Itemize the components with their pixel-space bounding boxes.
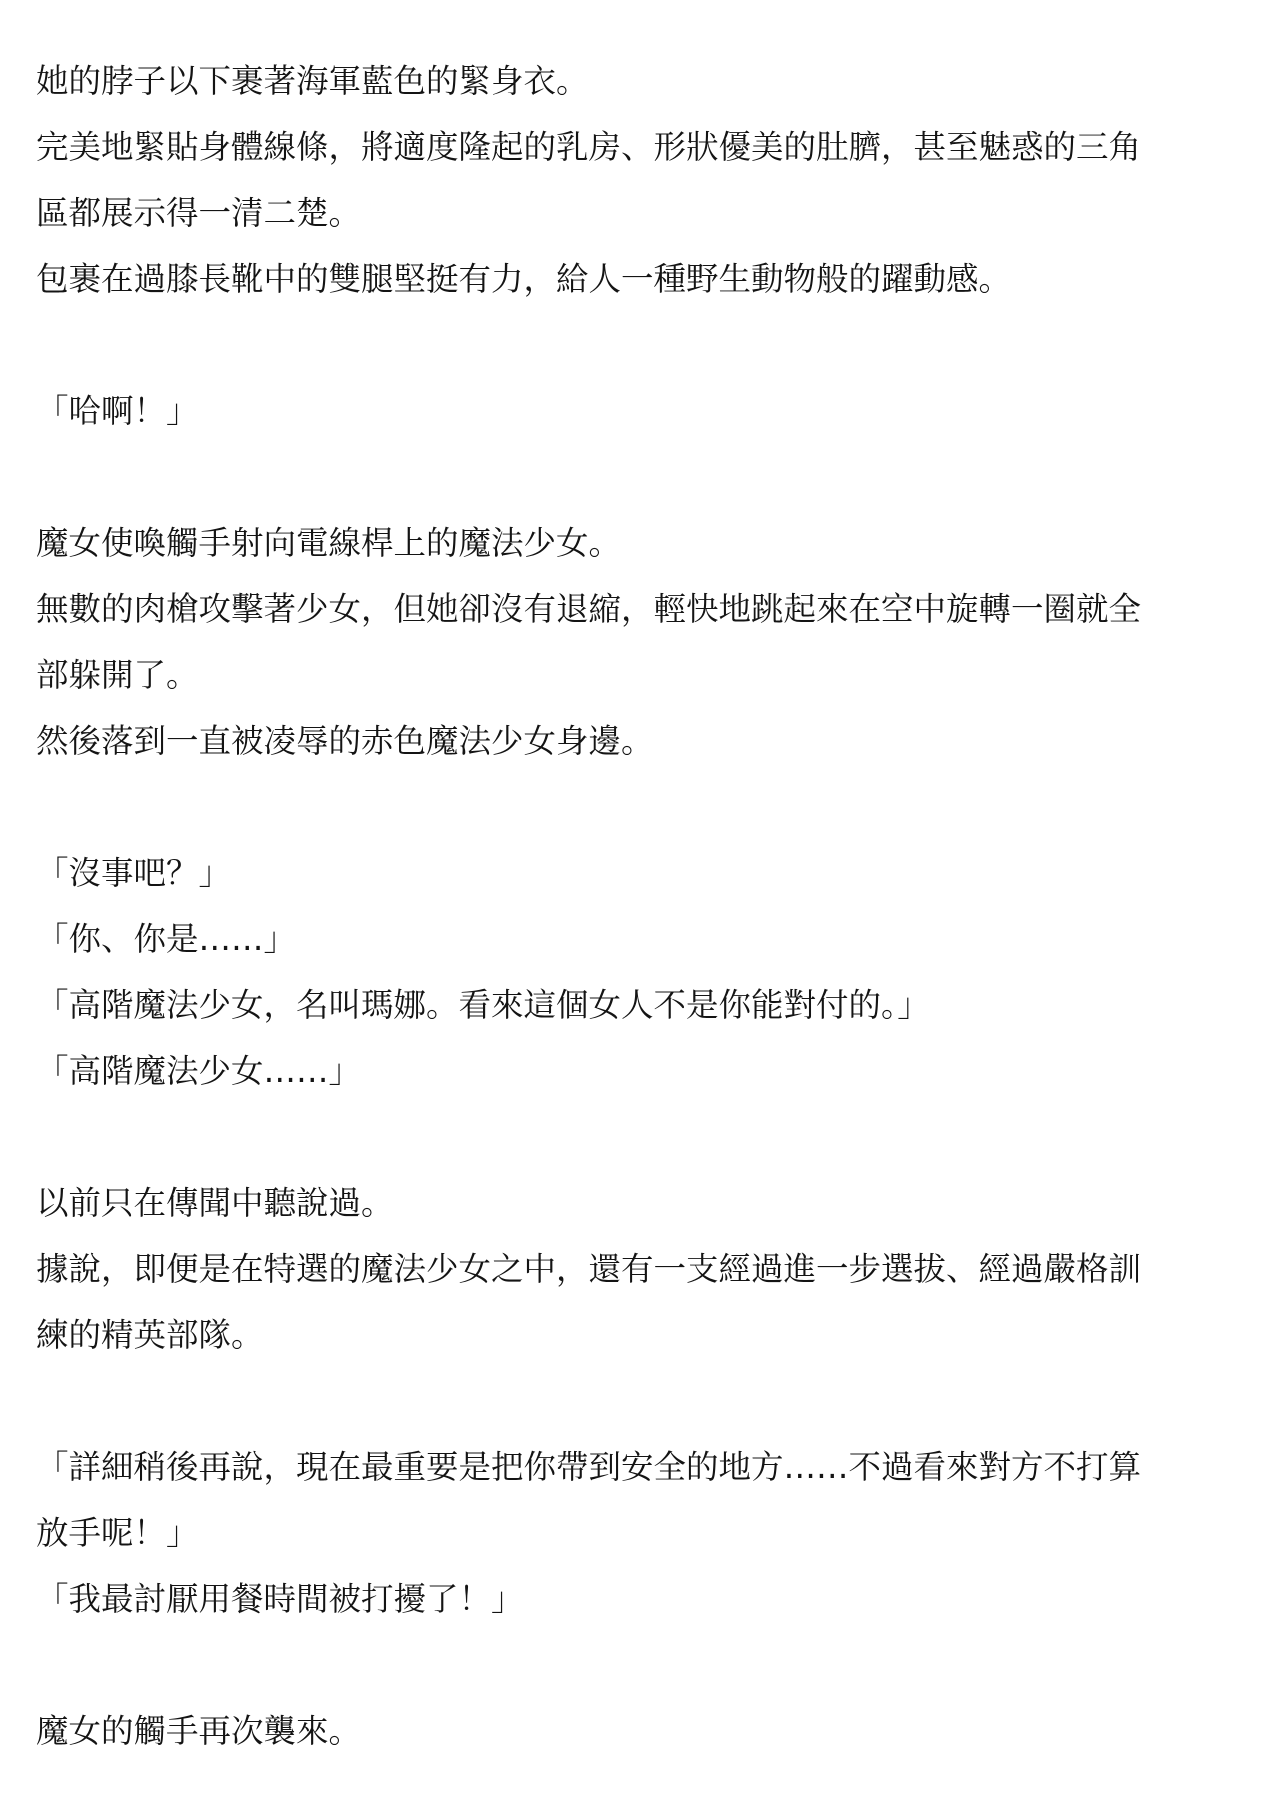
text-line: 以前只在傳聞中聽說過。 (36, 1184, 394, 1222)
text-line: 區都展示得一清二楚。 (36, 194, 362, 232)
dialogue-line: 放手呢！」 (36, 1514, 199, 1552)
text-line: 她的脖子以下裹著海軍藍色的緊身衣。 (36, 62, 589, 100)
blank-line (36, 774, 1246, 840)
blank-line (36, 1104, 1246, 1170)
text-line: 然後落到一直被凌辱的赤色魔法少女身邊。 (36, 722, 654, 760)
blank-line (36, 444, 1246, 510)
text-line: 練的精英部隊。 (36, 1316, 264, 1354)
blank-line (36, 1632, 1246, 1698)
document-body (36, 48, 1246, 1764)
dialogue-line: 「詳細稍後再說，現在最重要是把你帶到安全的地方……不過看來對方不打算 (36, 1448, 1142, 1486)
dialogue-line: 「我最討厭用餐時間被打擾了！」 (36, 1580, 524, 1618)
text-line: 魔女的觸手再次襲來。 (36, 1712, 362, 1750)
blank-line (36, 312, 1246, 378)
dialogue-line: 「你、你是……」 (36, 920, 297, 958)
text-line: 無數的肉槍攻擊著少女，但她卻沒有退縮，輕快地跳起來在空中旋轉一圈就全 (36, 590, 1142, 628)
dialogue-line: 「高階魔法少女，名叫瑪娜。看來這個女人不是你能對付的。」 (36, 986, 930, 1024)
blank-line (36, 1368, 1246, 1434)
text-line: 據說，即便是在特選的魔法少女之中，還有一支經過進一步選拔、經過嚴格訓 (36, 1250, 1142, 1288)
text-line: 魔女使喚觸手射向電線桿上的魔法少女。 (36, 524, 622, 562)
dialogue-line: 「高階魔法少女……」 (36, 1052, 362, 1090)
text-line: 包裹在過膝長靴中的雙腿堅挺有力，給人一種野生動物般的躍動感。 (36, 260, 1012, 298)
dialogue-line: 「哈啊！」 (36, 392, 199, 430)
dialogue-line: 「沒事吧？」 (36, 854, 232, 892)
text-line: 完美地緊貼身體線條，將適度隆起的乳房、形狀優美的肚臍，甚至魅惑的三角 (36, 128, 1142, 166)
text-line: 部躲開了。 (36, 656, 199, 694)
